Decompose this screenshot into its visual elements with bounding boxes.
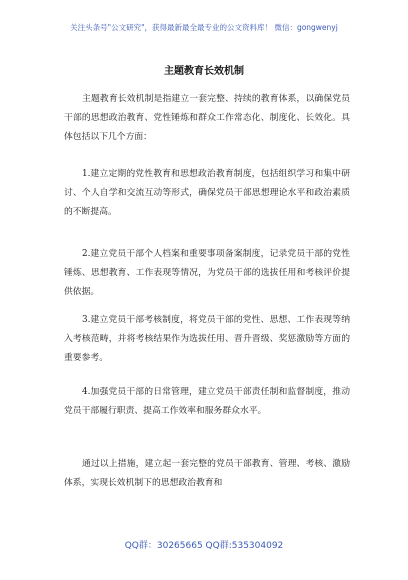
header-promo-note: 关注头条号"公文研究"，获得最新最全最专业的公文资料库！ 微信：gongwenyj: [70, 23, 338, 32]
paragraph-intro: 主题教育长效机制是指建立一套完整、持续的教育体系，以确保党员干部的思想政治教育、党性锤炼和群众工作常态化、制度化、长效化。具体包括以下几个方面：: [64, 94, 350, 142]
footer-qq-groups: QQ群：30265665 QQ群:535304092: [124, 541, 284, 551]
paragraph-item-2: 2.建立党员干部个人档案和重要事项备案制度，记录党员干部的党性锤炼、思想教育、工作表现等情况，为党员干部的选拔任用和考核评价提供依据。: [64, 249, 350, 297]
paragraph-conclusion: 通过以上措施，建立起一套完整的党员干部教育、管理、考核、激励体系，实现长效机制下的思想政治教育和: [64, 459, 350, 488]
document-title: 主题教育长效机制: [164, 66, 244, 77]
paragraph-item-1: 1.建立定期的党性教育和思想政治教育制度，包括组织学习和集中研讨、个人自学和交流互动等形式，确保党员干部思想理论水平和政治素质的不断提高。: [64, 169, 350, 217]
paragraph-item-4: 4.加强党员干部的日常管理，建立党员干部责任制和监督制度，推动党员干部履行职责、提高工作效率和服务群众水平。: [64, 387, 350, 416]
paragraph-item-3: 3.建立党员干部考核制度，将党员干部的党性、思想、工作表现等纳入考核范畴，并将考核结果作为选拔任用、晋升晋级、奖惩激励等方面的重要参考。: [64, 315, 350, 363]
